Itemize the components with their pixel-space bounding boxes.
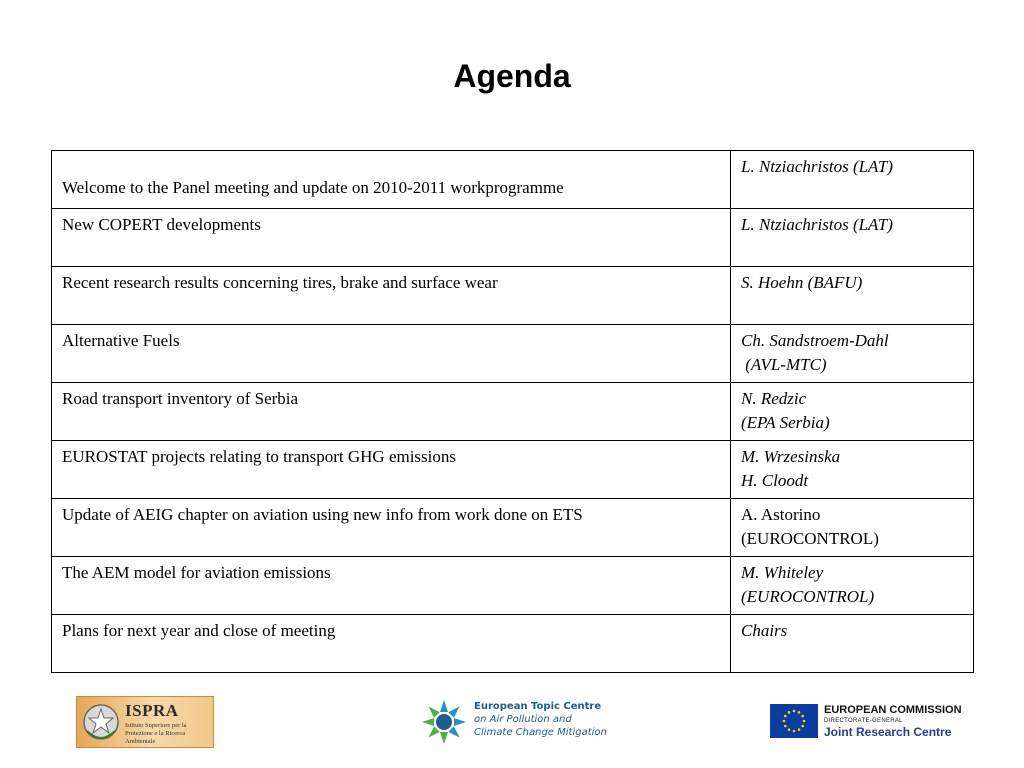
eu-star-icon <box>783 720 786 723</box>
agenda-speaker <box>731 499 974 557</box>
agenda-row <box>52 267 974 325</box>
speaker-line: (EUROCONTROL) <box>741 587 875 606</box>
agenda-speaker <box>731 615 974 673</box>
eu-star-icon <box>798 728 801 731</box>
agenda-row <box>52 383 974 441</box>
speaker-line: Chairs <box>741 621 788 640</box>
agenda-topic: The AEM model for aviation emissions <box>52 557 731 615</box>
ispra-name: ISPRA <box>125 701 179 720</box>
speaker-line: H. Cloodt <box>741 471 809 490</box>
page-title: Agenda <box>453 58 571 94</box>
agenda-row <box>52 615 974 673</box>
agenda-topic: Road transport inventory of Serbia <box>52 383 731 441</box>
eu-star-icon <box>788 711 791 714</box>
speaker-line: S. Hoehn (BAFU) <box>741 273 863 292</box>
eu-star-icon <box>793 710 796 713</box>
speaker-line: A. Astorino <box>741 505 821 524</box>
agenda-topic: New COPERT developments <box>52 209 731 267</box>
speaker-line: L. Ntziachristos (LAT) <box>741 157 893 176</box>
etc-line-2: on Air Pollution and <box>474 714 572 725</box>
eu-star-icon <box>801 715 804 718</box>
ispra-logo <box>76 696 214 748</box>
agenda-row <box>52 209 974 267</box>
italian-emblem-icon <box>81 701 121 743</box>
agenda-topic: Recent research results concerning tires, brake and surface wear <box>52 267 731 325</box>
ec-line-1: EUROPEAN COMMISSION <box>824 704 962 716</box>
ec-line-3: Joint Research Centre <box>824 725 952 739</box>
agenda-speaker <box>731 267 974 325</box>
speaker-line: Ch. Sandstroem-Dahl <box>741 331 889 350</box>
eu-star-icon <box>798 711 801 714</box>
agenda-row <box>52 151 974 209</box>
footer-logos <box>0 690 1024 754</box>
agenda-topic: EUROSTAT projects relating to transport GHG emissions <box>52 441 731 499</box>
ec-line-2: DIRECTORATE-GENERAL <box>824 718 903 724</box>
agenda-table <box>51 150 974 673</box>
etc-sun-icon <box>420 698 468 746</box>
ispra-subtitle: Istituto Superiore per la Protezione e la Ricerca Ambientale <box>125 722 187 745</box>
agenda-speaker <box>731 151 974 209</box>
eu-star-icon <box>788 728 791 731</box>
agenda-row <box>52 557 974 615</box>
speaker-line: L. Ntziachristos (LAT) <box>741 215 893 234</box>
speaker-line: N. Redzic <box>741 389 807 408</box>
speaker-line: M. Wrzesinska <box>741 447 841 466</box>
agenda-topic: Alternative Fuels <box>52 325 731 383</box>
agenda-speaker <box>731 325 974 383</box>
etc-line-3: Climate Change Mitigation <box>474 727 607 738</box>
agenda-speaker <box>731 209 974 267</box>
speaker-line: (EUROCONTROL) <box>741 529 879 548</box>
agenda-row <box>52 499 974 557</box>
etc-logo <box>420 696 620 748</box>
eu-star-icon <box>784 725 787 728</box>
speaker-line: (AVL-MTC) <box>741 355 827 374</box>
agenda-speaker <box>731 441 974 499</box>
agenda-topic: Welcome to the Panel meeting and update on 2010-2011 workprogramme <box>52 151 731 209</box>
eu-flag-icon <box>770 704 818 738</box>
agenda-row <box>52 441 974 499</box>
agenda-row <box>52 325 974 383</box>
etc-line-1: European Topic Centre <box>474 701 602 712</box>
eu-star-icon <box>784 715 787 718</box>
agenda-topic: Plans for next year and close of meeting <box>52 615 731 673</box>
agenda-topic: Update of AEIG chapter on aviation using new info from work done on ETS <box>52 499 731 557</box>
eu-star-icon <box>793 730 796 733</box>
agenda-speaker <box>731 557 974 615</box>
eu-star-icon <box>803 720 806 723</box>
speaker-line: M. Whiteley <box>741 563 824 582</box>
ec-jrc-logo <box>770 702 970 742</box>
eu-star-icon <box>801 725 804 728</box>
agenda-speaker <box>731 383 974 441</box>
speaker-line: (EPA Serbia) <box>741 413 830 432</box>
